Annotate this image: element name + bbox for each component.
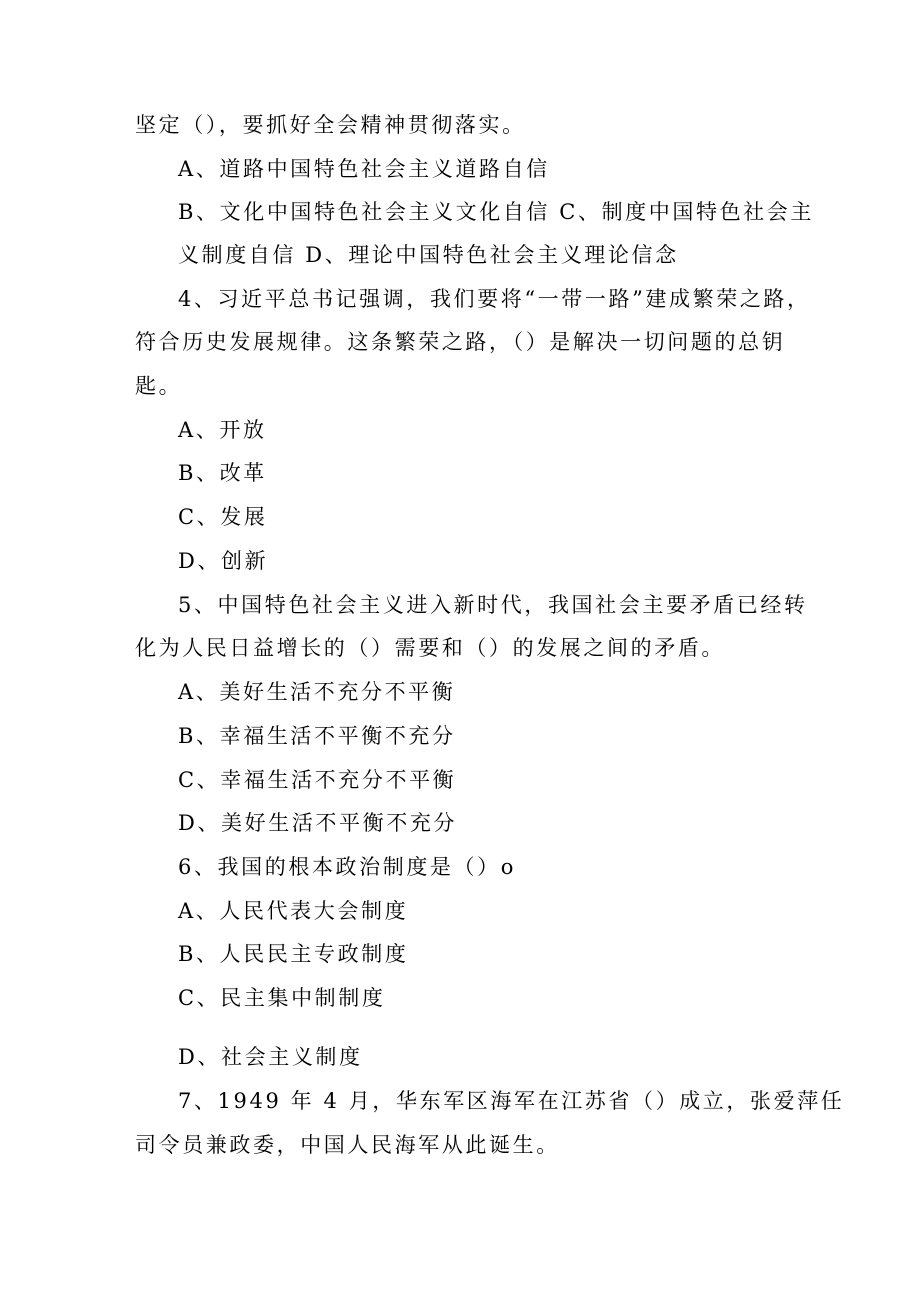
- text-line-q3-option-c-d: 义制度自信 D、理论中国特色社会主义理论信念: [178, 243, 679, 267]
- text-line-q4-stem-2: 符合历史发展规律。这条繁荣之路，（）是解决一切问题的总钥: [135, 330, 786, 354]
- text-line-q6-option-b: B、人民民主专政制度: [178, 942, 409, 966]
- text-line-q6-stem: 6、我国的根本政治制度是（）o: [178, 855, 517, 879]
- text-line-q7-stem-1: 7、1949 年 4 月，华东军区海军在江苏省（）成立，张爱萍任: [178, 1089, 845, 1113]
- text-line-q4-stem-1: 4、习近平总书记强调，我们要将“一带一路”建成繁荣之路，: [178, 287, 811, 311]
- text-line-q6-option-a: A、人民代表大会制度: [178, 899, 409, 923]
- text-line-q5-option-c: C、幸福生活不充分不平衡: [178, 768, 457, 792]
- text-line-q5-stem-1: 5、中国特色社会主义进入新时代，我国社会主要矛盾已经转: [178, 593, 808, 617]
- text-line-q4-stem-3: 匙。: [135, 374, 183, 398]
- text-line-q3-option-b-c: B、文化中国特色社会主义文化自信 C、制度中国特色社会主: [178, 200, 814, 224]
- text-line-q3-option-a: A、道路中国特色社会主义道路自信: [178, 157, 550, 181]
- text-line-q3-stem-end: 坚定（），要抓好全会精神贯彻落实。: [135, 113, 526, 137]
- text-line-q5-option-d: D、美好生活不平衡不充分: [178, 811, 458, 835]
- text-line-q5-option-b: B、幸福生活不平衡不充分: [178, 724, 456, 748]
- text-line-q5-option-a: A、美好生活不充分不平衡: [178, 680, 456, 704]
- text-line-q7-stem-2: 司令员兼政委，中国人民海军从此诞生。: [135, 1133, 560, 1157]
- text-line-q5-stem-2: 化为人民日益增长的（）需要和（）的发展之间的矛盾。: [135, 636, 725, 660]
- text-line-q6-option-d: D、社会主义制度: [178, 1045, 363, 1069]
- text-line-q4-option-d: D、创新: [178, 549, 269, 573]
- text-line-q4-option-b: B、改革: [178, 461, 267, 485]
- text-line-q6-option-c: C、民主集中制制度: [178, 986, 386, 1010]
- text-line-q4-option-a: A、开放: [178, 418, 267, 442]
- text-line-q4-option-c: C、发展: [178, 505, 268, 529]
